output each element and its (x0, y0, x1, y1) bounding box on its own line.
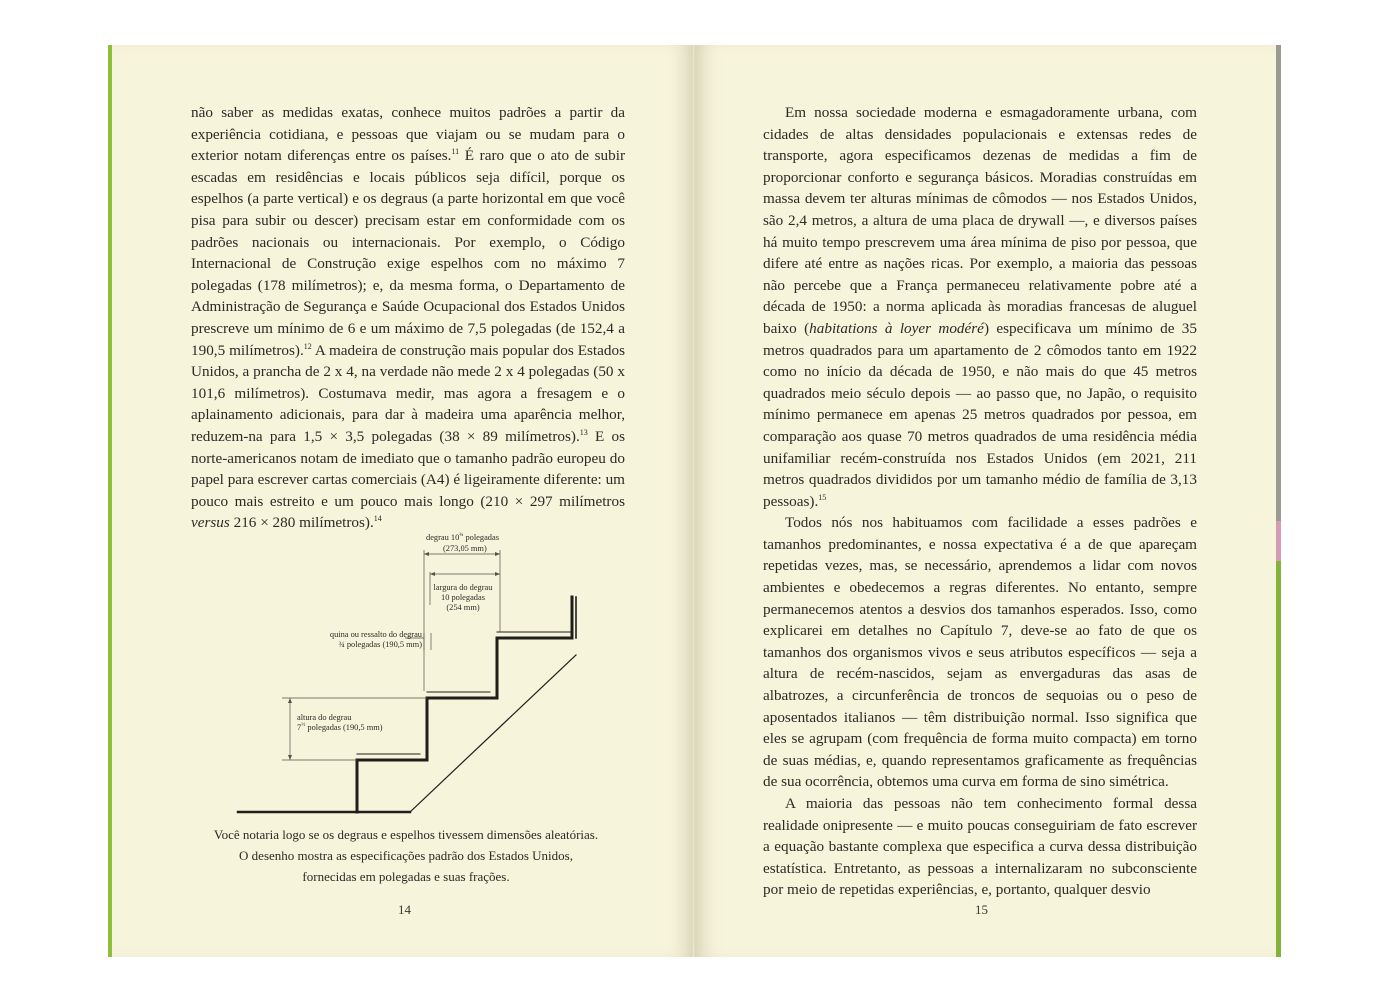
left-body-text (191, 102, 625, 534)
paragraph: Todos nós nos habituamos com facilidade a esses padrões e tamanhos predominantes, e nossa expectativa é a de que apareçam repetidas vezes, mas, se necessário, aprendemos a lidar com novos ambientes e obedecemos a regras diferentes. No entanto, sempre permanecemos atentos a desvios dos tamanhos esperados. Isso, como explicarei em detalhes no Capítulo 7, deve-se ao fato de que os tamanhos dos organismos vivos e seus atributos específicos — seja a altura de recém-nascidos, sejam as envergaduras das asas de albatrozes, a circunferência de troncos de sequoias ou o peso de aposentados italianos — têm distribuição normal. Isso significa que eles se agrupam (com frequência de forma muito compacta) em torno de suas médias, e, quando representamos graficamente as frequências de sua ocorrência, obtemos uma curva em forma de sino simétrica. (763, 514, 1197, 791)
run-label: largura do degrau 10 polegadas (254 mm) (433, 583, 493, 612)
stair-drawing (230, 525, 590, 820)
riser-label: altura do degrau $7^{\frac{1}{2}}$ polegadas (190,5 mm) (297, 713, 383, 732)
figure-caption: Você notaria logo se os degraus e espelhos tivessem dimensões aleatórias. O desenho mostra as especificações padrão dos Estados Unidos, fornecidas em polegadas e suas frações. (213, 827, 599, 884)
tread-label: degrau $10^{\frac{3}{4}}$ polegadas (426, 532, 499, 542)
paragraph: não saber as medidas exatas, conhece muitos padrões a partir da experiência cotidiana, e pessoas que viajam ou se mudam para o exterior notam diferenças entre os países.$^{11}$ É raro que o ato de subir escadas em residências e locais públicos seja difícil, porque os espelhos (a parte vertical) e os degraus (a parte horizontal em que você pisa para subir ou descer) precisam estar em conformidade com os padrões nacionais ou internacionais. Por exemplo, o Código Internacional de Construção exige espelhos com no máximo 7 polegadas (178 milímetros); e, da mesma forma, o Departamento de Administração de Segurança e Saúde Ocupacional dos Estados Unidos prescreve um mínimo de 6 e um máximo de 7,5 polegadas (de 152,4 a 190,5 milímetros).$^{12}$ A madeira de construção mais popular dos Estados Unidos, a prancha de 2 x 4, na verdade não mede 2 x 4 polegadas (50 x 101,6 milímetros). Costumava medir, mas agora a fresagem e o aplainamento adicionais, para dar à madeira uma aparência melhor, reduzem-na para 1,5 × 3,5 polegadas (38 × 89 milímetros).$^{13}$ E os norte-americanos notam de imediato que o tamanho padrão europeu do papel para escrever cartas comerciais (A4) é ligeiramente diferente: um pouco mais estreito e um pouco mais longo (210 × 297 milímetros versus 216 × 280 milímetros).$^{14}$ (191, 104, 625, 532)
page-number-left: 14 (398, 902, 411, 917)
nosing-label: quina ou ressalto do degrau ¾ polegadas (190,5 mm) (329, 630, 422, 649)
stair-diagram (230, 525, 590, 820)
paragraph: Em nossa sociedade moderna e esmagadoramente urbana, com cidades de altas densidades populacionais e extensas redes de transporte, agora especificamos dezenas de medidas a fim de proporcionar conforto e segurança básicos. Moradias construídas em massa devem ter alturas mínimas de cômodos — nos Estados Unidos, são 2,4 metros, a altura de uma placa de drywall —, e diversos países há muito tempo prescrevem uma área mínima de piso por pessoa, que difere até entre as nações ricas. Por exemplo, a maioria das pessoas não percebe que a França permaneceu relativamente pobre até a década de 1950: a norma aplicada às moradias francesas de aluguel baixo (habitations à loyer modéré) especificava um mínimo de 35 metros quadrados para um apartamento de 2 cômodos tanto em 1922 como no início da década de 1950, e não mais do que 45 metros quadrados meio século depois — ao passo que, no Japão, o requisito mínimo permanece em apenas 25 metros quadrados por pessoa, em comparação aos quase 70 metros quadrados de uma residência média unifamiliar recém-construída nos Estados Unidos (em 2021, 211 metros quadrados divididos por um tamanho médio de família de 3,13 pessoas).$^{15}$ (763, 104, 1197, 510)
tread-label-mm: (273,05 mm) (443, 544, 487, 553)
left-page-edge (108, 45, 112, 957)
right-body-text (763, 102, 1197, 901)
paragraph: A maioria das pessoas não tem conhecimento formal dessa realidade onipresente — e muito poucas conseguiriam de fato escrever a equação bastante complexa que especifica a curva dessa distribuição estatística. Entretanto, as pessoas a internalizaram no subconsciente por meio de repetidas experiências, e, portanto, qualquer desvio (763, 795, 1197, 899)
right-page-edge (1276, 45, 1281, 957)
page-number-right: 15 (975, 902, 988, 917)
book-spine (692, 45, 695, 957)
